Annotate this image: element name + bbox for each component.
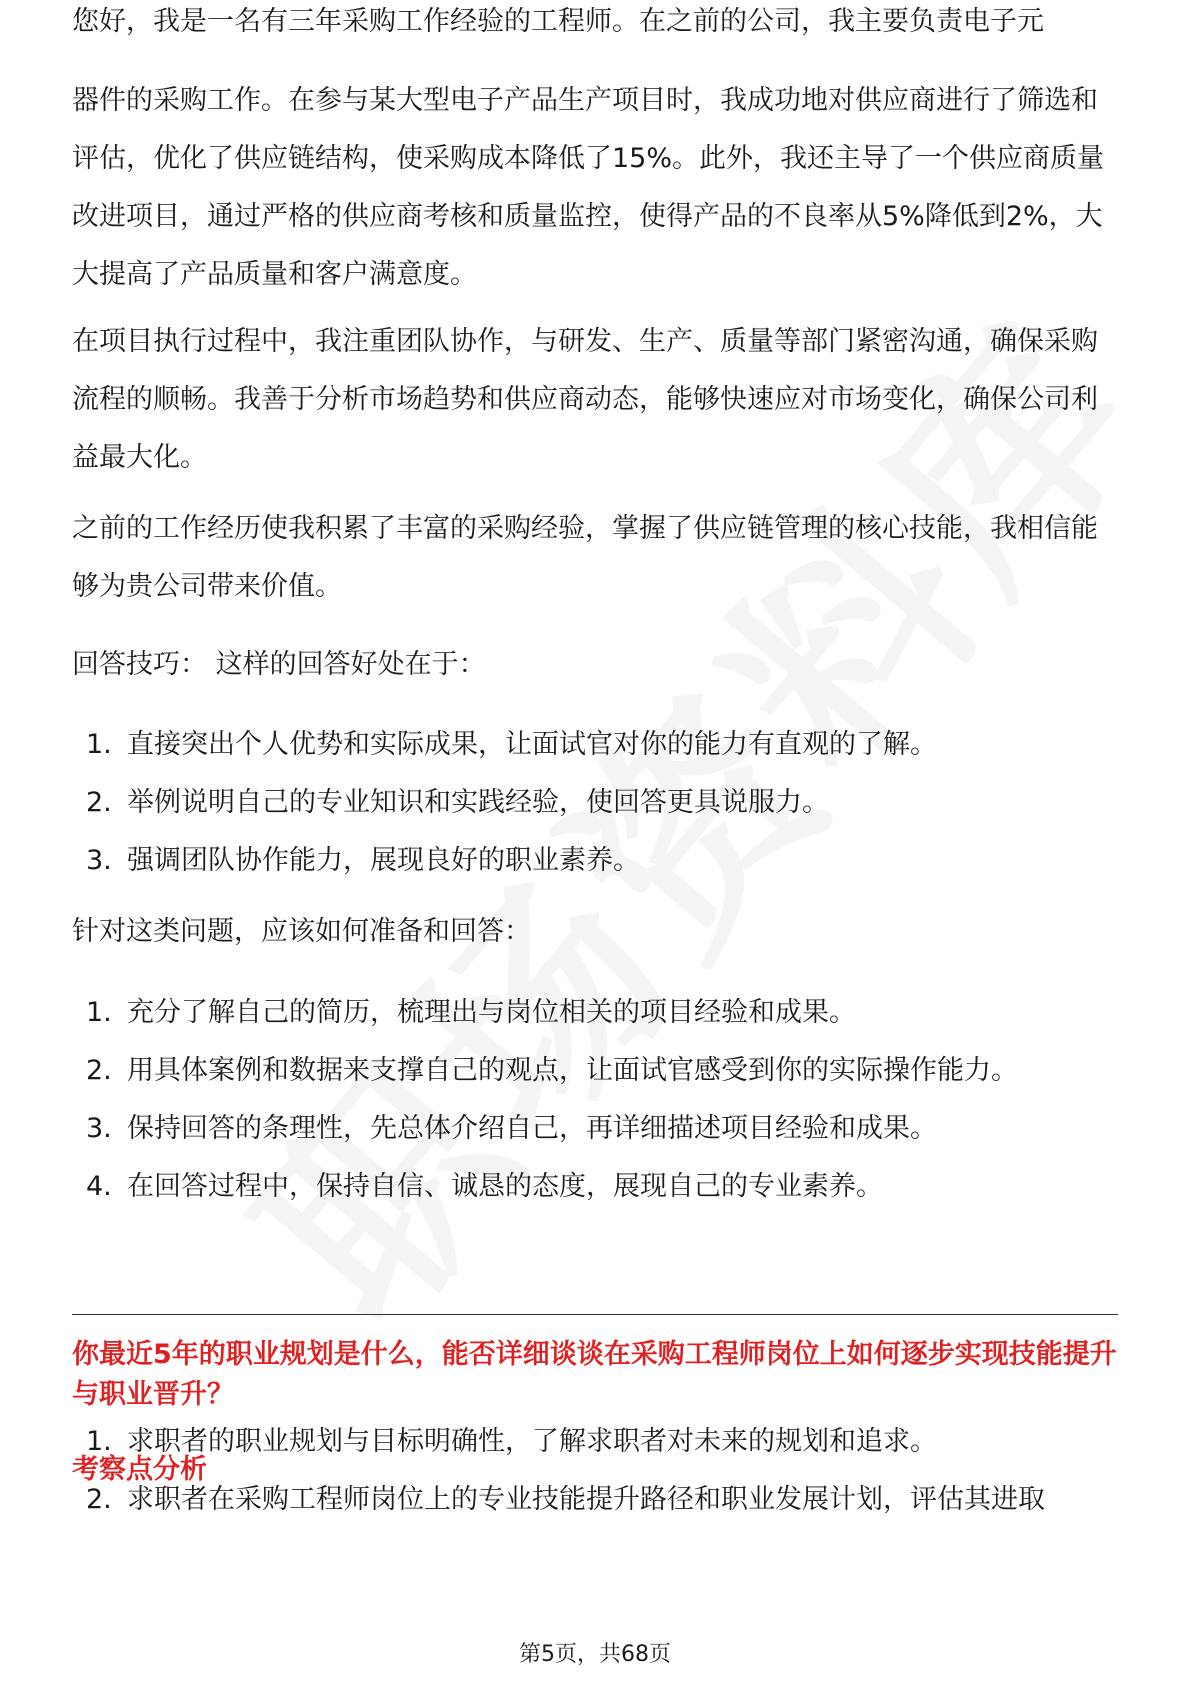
list-item: 1. 直接突出个人优势和实际成果，让面试官对你的能力有直观的了解。 (86, 729, 937, 760)
tips-list (72, 716, 1118, 890)
section-divider (72, 1314, 1118, 1315)
list-item: 2. 举例说明自己的专业知识和实践经验，使回答更具说服力。 (86, 787, 829, 818)
page-footer: 第5页，共68页 (519, 1642, 671, 1667)
list-item: 1. 充分了解自己的简历，梳理出与岗位相关的项目经验和成果。 (86, 997, 856, 1028)
cut-off-line: 您好，我是一名有三年采购工作经验的工程师。在之前的公司，我主要负责电子元 (72, 6, 1044, 37)
analysis-title: 考察点分析 (72, 1454, 207, 1485)
list-item: 1. 求职者的职业规划与目标明确性，了解求职者对未来的规划和追求。 (86, 1426, 937, 1457)
tips-heading: 回答技巧： 这样的回答好处在于： (72, 649, 486, 680)
question-title: 你最近5年的职业规划是什么，能否详细谈谈在采购工程师岗位上如何逐步实现技能提升与职业晋升？ (72, 1339, 1117, 1410)
list-item: 4. 在回答过程中，保持自信、诚恳的态度，展现自己的专业素养。 (86, 1171, 883, 1202)
list-item: 2. 求职者在采购工程师岗位上的专业技能提升路径和职业发展计划，评估其进取 (86, 1484, 1045, 1515)
prep-list (72, 984, 1118, 1216)
paragraph-summary: 之前的工作经历使我积累了丰富的采购经验，掌握了供应链管理的核心技能，我相信能够为贵公司带来价值。 (72, 513, 1098, 602)
paragraph-experience: 器件的采购工作。在参与某大型电子产品生产项目时，我成功地对供应商进行了筛选和评估，优化了供应链结构，使采购成本降低了15%。此外，我还主导了一个供应商质量改进项目，通过严格的供应商考核和质量监控，使得产品的不良率从5%降低到2%，大大提高了产品质量和客户满意度。 (72, 85, 1105, 290)
prep-heading: 针对这类问题，应该如何准备和回答： (72, 916, 531, 947)
list-item: 3. 强调团队协作能力，展现良好的职业素养。 (86, 845, 640, 876)
list-item: 3. 保持回答的条理性，先总体介绍自己，再详细描述项目经验和成果。 (86, 1113, 937, 1144)
analysis-list (72, 1413, 1118, 1529)
paragraph-teamwork: 在项目执行过程中，我注重团队协作，与研发、生产、质量等部门紧密沟通，确保采购流程的顺畅。我善于分析市场趋势和供应商动态，能够快速应对市场变化，确保公司利益最大化。 (72, 326, 1098, 473)
list-item: 2. 用具体案例和数据来支撑自己的观点，让面试官感受到你的实际操作能力。 (86, 1055, 1018, 1086)
